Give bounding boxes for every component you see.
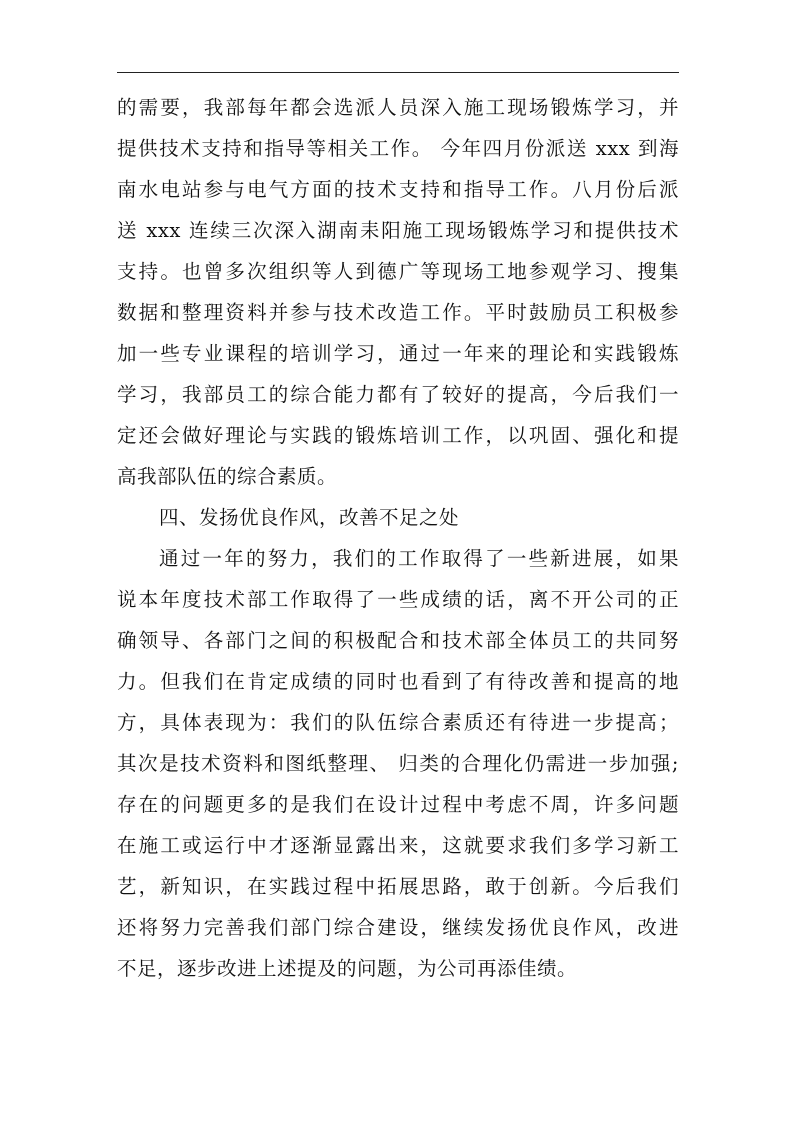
text-line: 不足，逐步改进上述提及的问题，为公司再添佳绩。 [117, 957, 578, 980]
text-line: 还将努力完善我们部门综合建设，继续发扬优良作风，改进 [117, 916, 679, 939]
text-line: 高我部队伍的综合素质。 [117, 465, 338, 488]
text-line: 其次是技术资料和图纸整理、 归类的合理化仍需进一步加强; [117, 752, 679, 775]
text-line: 存在的问题更多的是我们在设计过程中考虑不周，许多问题 [117, 793, 679, 816]
text-line: 提供技术支持和指导等相关工作。 今年四月份派送 xxx 到海 [117, 137, 679, 160]
text-line: 艺，新知识，在实践过程中拓展思路，敢于创新。今后我们 [117, 875, 679, 898]
text-line: 确领导、各部门之间的积极配合和技术部全体员工的共同努 [117, 629, 679, 652]
document-body [117, 87, 679, 989]
header-rule [117, 72, 679, 73]
text-line: 的需要，我部每年都会选派人员深入施工现场锻炼学习，并 [117, 96, 679, 119]
text-line: 定还会做好理论与实践的锻炼培训工作，以巩固、强化和提 [117, 424, 679, 447]
paragraph [117, 538, 679, 989]
text-line: 送 xxx 连续三次深入湖南耒阳施工现场锻炼学习和提供技术 [117, 219, 679, 242]
section-heading: 四、发扬优良作风，改善不足之处 [159, 506, 460, 529]
paragraph [117, 87, 679, 497]
text-line: 支持。也曾多次组织等人到德广等现场工地参观学习、搜集 [117, 260, 679, 283]
text-line: 南水电站参与电气方面的技术支持和指导工作。八月份后派 [117, 178, 679, 201]
text-line: 数据和整理资料并参与技术改造工作。平时鼓励员工积极参 [117, 301, 679, 324]
text-line: 方，具体表现为：我们的队伍综合素质还有待进一步提高； [117, 711, 679, 734]
text-line: 力。但我们在肯定成绩的同时也看到了有待改善和提高的地 [117, 670, 679, 693]
text-line: 通过一年的努力，我们的工作取得了一些新进展，如果 [159, 547, 679, 570]
text-line: 在施工或运行中才逐渐显露出来，这就要求我们多学习新工 [117, 834, 679, 857]
text-line: 加一些专业课程的培训学习，通过一年来的理论和实践锻炼 [117, 342, 679, 365]
text-line: 说本年度技术部工作取得了一些成绩的话，离不开公司的正 [117, 588, 679, 611]
text-line: 学习，我部员工的综合能力都有了较好的提高，今后我们一 [117, 383, 679, 406]
